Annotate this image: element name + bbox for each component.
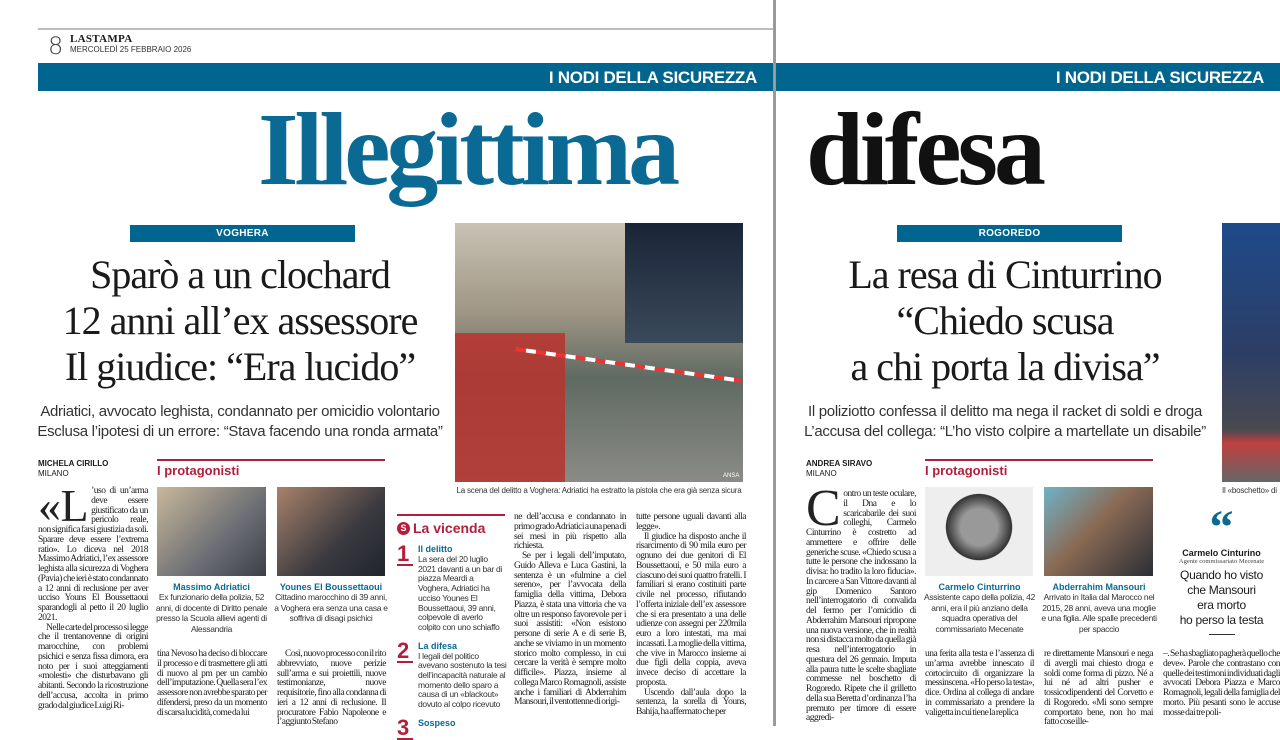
photo-caption: La scena del delitto a Voghera: Adriatici ha estratto la pistola che era già senza sicura: [456, 486, 742, 495]
subtitle-line: Adriatici, avvocato leghista, condannato per omicidio volontario: [40, 403, 440, 420]
drop-cap: C: [806, 480, 841, 537]
vicenda-header: [397, 520, 507, 536]
article-column: [636, 513, 746, 718]
article-column: [1044, 650, 1153, 728]
quote-author: Carmelo Cinturino: [1182, 548, 1261, 558]
protagonist-card: [1040, 582, 1158, 634]
headline-line: 12 anni all’ex assessore: [62, 298, 418, 343]
location-tag: VOGHERA: [130, 225, 355, 242]
protagonist-name: Abderrahim Mansouri: [1052, 582, 1146, 592]
crime-scene-photo: [455, 223, 743, 482]
paragraph: Uscendo dall’aula dopo la sentenza, la sorella di Youns, Bahija, ha affermato che per: [636, 687, 746, 717]
paragraph: Nelle carte del processo si legge che il trentanovenne di origini marocchine, con problemi psichici e senza fissa dimora, era noto per i suoi atteggiamenti «molesti» che disturbavano gli abitanti. Secondo la ricostruzione dell’accusa, accolta in primo grado dal giudice Luigi Ri-: [38, 622, 148, 711]
headline-line: “Chiedo scusa: [896, 298, 1114, 343]
night-sky: [625, 223, 743, 343]
divider: [925, 459, 1153, 461]
paragraph: –. Se ha sbagliato pagherà quello che deve». Parole che contrastano con quelle dei testimoni individuati dagli avvocati Debora Piazza e Marco Romagnoli, legali della famiglia del morto. Più pesanti sono le accuse mosse dai tre poli-: [1163, 649, 1280, 718]
portrait-el-boussettaoui: [277, 487, 385, 576]
subtitle-left: [30, 402, 450, 442]
subtitle-line: Il poliziotto confessa il delitto ma nega il racket di soldi e droga: [808, 403, 1202, 420]
item-title: La difesa: [418, 640, 458, 651]
subtitle-right: [790, 402, 1220, 442]
quote-line: ho perso la testa: [1179, 613, 1264, 627]
subtitle-line: Esclusa l’ipotesi di un errore: “Stava facendo una ronda armata”: [37, 423, 443, 440]
headline-left: [30, 252, 450, 390]
dateline: MILANO: [38, 469, 69, 478]
protagonist-desc: Arrivato in Italia dal Marocco nel 2015, 28 anni, aveva una moglie e una figlia. Alle spalle precedenti per spaccio: [1041, 592, 1157, 634]
issue-date: MERCOLEDÌ 25 FEBBRAIO 2026: [70, 45, 192, 54]
page-gutter: [773, 0, 776, 726]
quote-line: che Mansouri: [1187, 583, 1256, 597]
vicenda-item: [397, 714, 507, 740]
protagonist-desc: Cittadino marocchino di 39 anni, a Voghera era senza una casa e soffriva di disagi psichici: [274, 592, 388, 623]
vicenda-item: [397, 637, 507, 710]
headline-right: [790, 252, 1220, 390]
paragraph: Se per i legali dell’imputato, Guido Alleva e Luca Gastini, la sentenza è un «fulmine a ciel sereno», per l’avvocata della famiglia della vittima, Debora Piazza, è stata una vittoria che va oltre un responso favorevole per i suoi assistiti: «Non esistono persone di serie A e di serie B, anche se viviamo in un momento storico molto complesso, in cui cercare la verità è sempre molto difficile». Piazza, insieme al collega Marco Romagnoli, assiste anche i familiari di Abderrahim Mansouri, il ventottenne di origi-: [514, 551, 626, 708]
paragraph: tina Nevoso ha deciso di bloccare il processo e di trasmettere gli atti di nuovo al pm per un cambio dell’imputazione. Quella sera l’ex assessore non avrebbe sparato per difendersi, preso da un momento di scarsa lucidità, come da lui: [157, 649, 267, 718]
article-column: [806, 480, 916, 724]
drop-cap: «L: [38, 480, 89, 531]
item-number: 2: [397, 641, 413, 663]
quote-line: Quando ho visto: [1180, 568, 1263, 582]
title-left: Illegittima: [258, 92, 677, 207]
quote-line: era morto: [1197, 598, 1246, 612]
quote-mark-icon: “: [1209, 501, 1234, 554]
paragraph: Così, nuovo processo con il rito abbrevviato, nuove perizie sull’arma e sui proiettili, nuove testimonianze, nuove requisitorie, fino alla condanna di ieri a 12 anni di reclusione. Il procuratore Fabio Napoleone e l’aggiunto Stefano: [277, 649, 386, 728]
item-text: I legali del politico avevano sostenuto la tesi dell’incapacità naturale al momento dello sparo a causa di un «blackout» dovuto al colpo ricevuto: [418, 650, 507, 710]
masthead: LASTAMPA: [70, 33, 133, 45]
paragraph: ’uso di un’arma deve essere giustificato da un pericolo reale, non significa farsi giustizia da soli. Sparare deve essere l’extrema ratio». Lo diceva nel 2018 Massimo Adriatici, l’ex assessore leghista alla sicurezza di Voghera (Pavia) che ieri è stato condannato a 12 anni di reclusione per aver ucciso Youns El Boussettaoui sparandogli al petto il 20 luglio 2021.: [38, 486, 148, 623]
author: MICHELA CIRILLO: [38, 459, 109, 468]
item-title: Il delitto: [418, 544, 453, 554]
item-text: La sera del 20 luglio 2021 davanti a un bar di piazza Meardi a Voghera, Adriatici ha ucciso Younes El Boussettaoui, 39 anni, colpevole di averlo colpito con uno schiaffo: [418, 554, 503, 632]
item-number: 1: [397, 544, 413, 566]
protagonist-name: Younes El Boussettaoui: [279, 582, 383, 592]
quote-rule: [1209, 634, 1235, 635]
item-number: 3: [397, 718, 413, 740]
author: ANDREA SIRAVO: [806, 459, 873, 468]
paragraph: una ferita alla testa e l’assenza di un’arma avrebbe innescato il cortocircuito di organizzare la messinscena. «Ho perso la testa», dice. Ordina al collega di andare in commissariato a prendere la valigetta in cui tiene la replica: [925, 649, 1034, 718]
protagonist-card: [921, 582, 1038, 634]
divider: [157, 459, 385, 461]
section-band-right: I NODI DELLA SICUREZZA: [776, 63, 1280, 91]
top-rule: [38, 28, 775, 30]
item-title: Sospeso: [418, 717, 456, 728]
quote-text: [1163, 568, 1280, 628]
paragraph: tutte persone uguali davanti alla legge».: [636, 512, 746, 532]
headline-line: a chi porta la divisa”: [850, 344, 1160, 389]
article-column: [277, 650, 386, 728]
pull-quote: [1163, 501, 1280, 635]
section-band-left: I NODI DELLA SICUREZZA: [38, 63, 773, 91]
protagonists-label: I protagonisti: [925, 463, 1008, 478]
article-column: [157, 650, 267, 718]
photo-caption: Il «boschetto» di: [1222, 486, 1277, 495]
article-column: [1163, 650, 1280, 718]
divider: [397, 514, 505, 516]
paragraph: ontro un teste oculare, il Dna e lo scaricabarile dei suoi colleghi, Carmelo Cinturrino è costretto ad ammettere e offrire delle generiche scuse. «Chiedo scusa a tutte le persone che indossano la divisa: ho tradito la loro fiducia». In carcere a San Vittore davanti al gip Domenico Santoro nell’interrogatorio di convalida del fermo per l’omicidio di Abderrahim Mansouri ripropone una nuova versione, che in realtà non si distacca molto da quella già resa nell’interrogatorio in questura del 26 gennaio. Imputa alla paura tutte le scelte sbagliate commesse nel boschetto di Rogoredo. Ripete che il grilletto della sua Beretta d’ordinanza l’ha premuto per timore di essere aggredi-: [806, 489, 916, 724]
headline-line: La resa di Cinturrino: [848, 252, 1162, 297]
portrait-cinturrino: [925, 487, 1033, 576]
headline-line: Sparò a un clochard: [90, 252, 390, 297]
protagonist-card: [152, 582, 271, 634]
dateline: MILANO: [806, 469, 837, 478]
protagonist-name: Massimo Adriatici: [173, 582, 250, 592]
protagonist-desc: Ex funzionario della polizia, 52 anni, di docente di Diritto penale presso la Scuola allievi agenti di Alessandria: [155, 592, 268, 634]
protagonist-name: Carmelo Cinturrino: [938, 582, 1021, 592]
subtitle-line: L’accusa del collega: “L’ho visto colpire a martellate un disabile”: [804, 423, 1206, 440]
page-number: 8: [48, 32, 64, 60]
article-column: [514, 513, 626, 708]
quote-role: Agente commissariato Mecenate: [1178, 558, 1265, 565]
vicenda-list: [397, 541, 507, 740]
vicenda-item: [397, 541, 507, 633]
headline-line: Il giudice: “Era lucido”: [64, 344, 416, 389]
title-right: difesa: [806, 92, 1042, 207]
rogoredo-photo: [1222, 223, 1280, 482]
paragraph: re direttamente Mansouri e nega di avergli mai chiesto droga e soldi come forma di pizzo. Né a lui né ad altri pusher e tossicodipendenti del Corvetto e di Rogoredo. «Mi sono sempre comportato bene, non ho mai fatto cose ille-: [1044, 649, 1153, 728]
photo-credit: ANSA: [723, 473, 740, 479]
protagonists-label: I protagonisti: [157, 463, 240, 478]
paragraph: ne dell’accusa e condannato in primo grado Adriatici a una pena di sei mesi in più rispetto alla richiesta.: [514, 512, 626, 552]
article-column: [925, 650, 1034, 718]
protagonist-desc: Assistente capo della polizia, 42 anni, era il più anziano della squadra operativa del commissariato Mecenate: [923, 592, 1036, 634]
portrait-mansouri: [1044, 487, 1153, 576]
portrait-adriatici: [157, 487, 266, 576]
location-tag: ROGOREDO: [897, 225, 1122, 242]
vicenda-title: La vicenda: [413, 520, 486, 536]
s-badge-icon: S: [397, 522, 410, 535]
article-column: [38, 480, 148, 711]
protagonist-card: [272, 582, 390, 624]
paragraph: Il giudice ha disposto anche il risarcimento di 90 mila euro per ognuno dei due genitori di El Boussettaoui, e 50 mila euro a ciascuno dei suoi quattro fratelli. I familiari si erano costituiti parte civile nel processo, rifiutando l’offerta iniziale dell’ex assessore che si era presentato a una delle udienze con assegni per 220mila euro a loro intestati, ma mai incassati. La moglie della vittima, che vive in Marocco insieme ai due figli della coppia, aveva invece deciso di accettare la proposta.: [636, 531, 746, 688]
